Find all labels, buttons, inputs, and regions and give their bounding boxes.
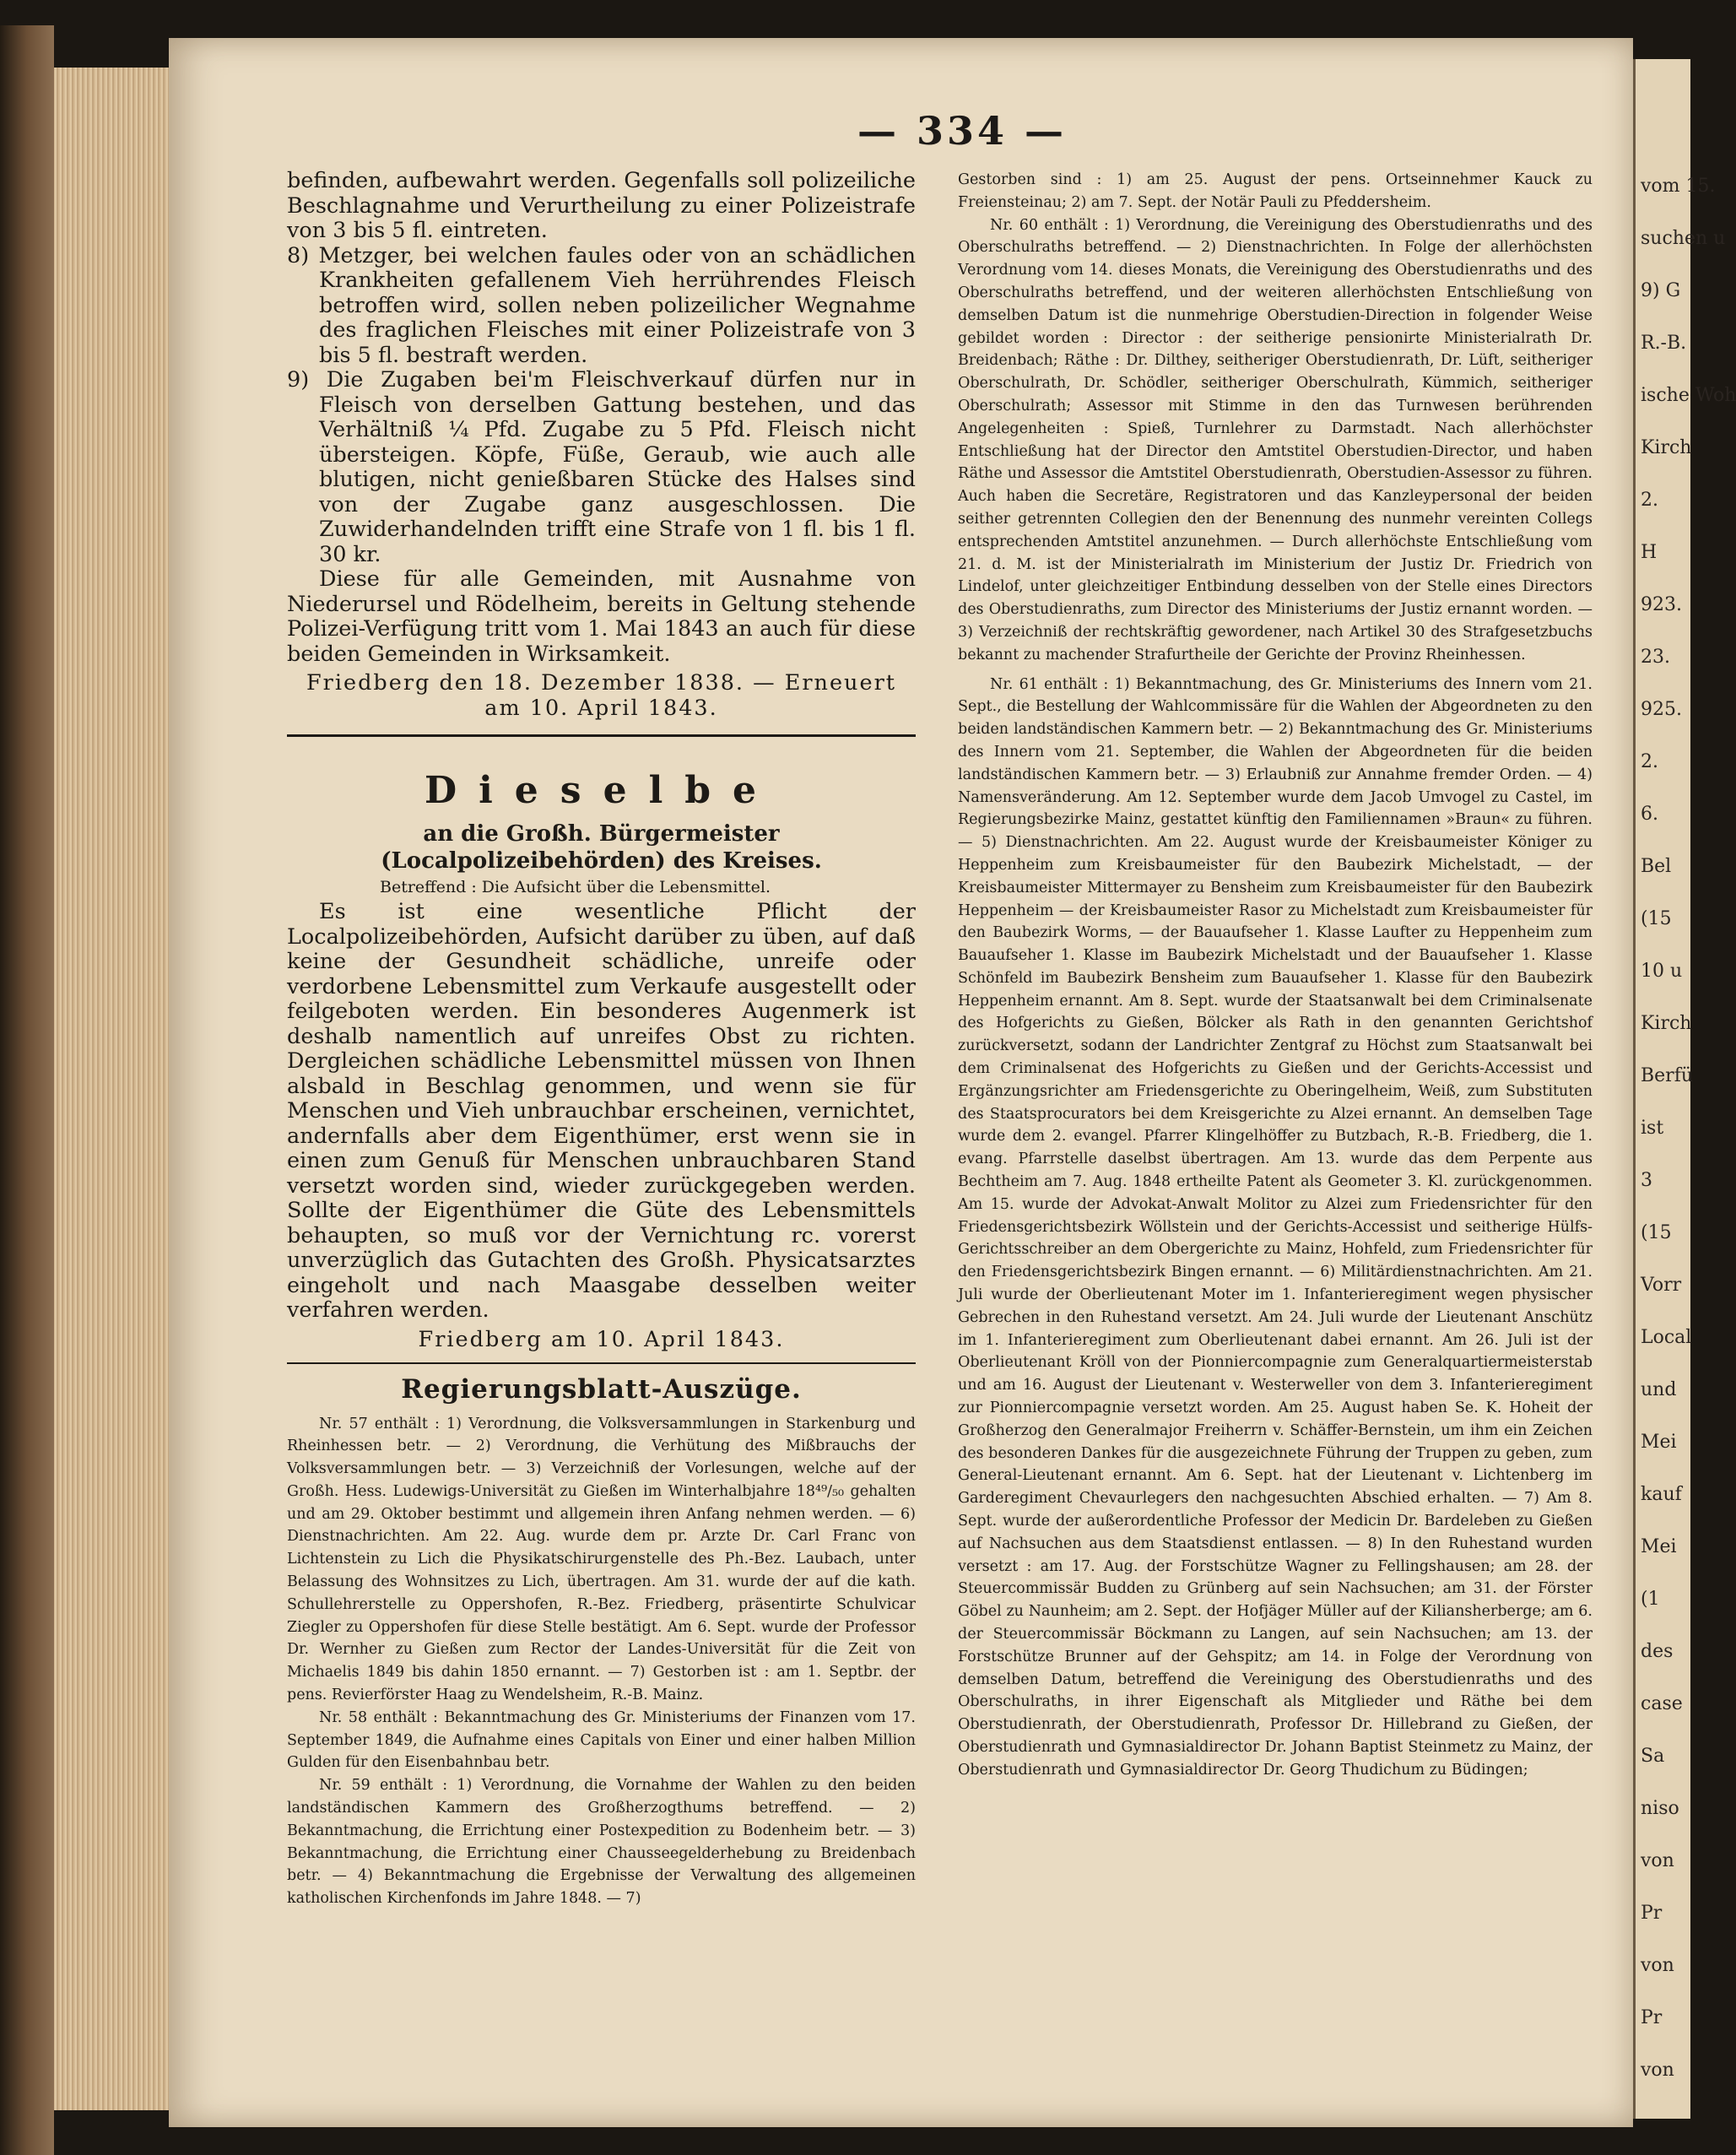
adjacent-page-fragment: Vorr xyxy=(1641,1275,1682,1296)
adjacent-page-fragment: suchen u xyxy=(1641,228,1726,249)
adjacent-page-fragment: von xyxy=(1641,1850,1674,1871)
adjacent-page-fragment: und xyxy=(1641,1379,1677,1400)
adjacent-page-fragment: 925. xyxy=(1641,699,1682,720)
list-item: 8) Metzger, bei welchen faules oder von an schädlichen Krankheiten gefallenem Vieh herrührendes Fleisch betroffen wird, sollen neben polizeilicher Wegnahme des fraglichen Fleisches mit einer Polizeistrafe von 3 bis 5 fl. bestraft werden. xyxy=(287,242,916,368)
adjacent-page-fragment: Local xyxy=(1641,1327,1692,1348)
adjacent-page-fragment: ische Woh xyxy=(1641,385,1736,406)
right-column xyxy=(958,169,1593,1782)
adjacent-page-fragment: Berfü xyxy=(1641,1065,1694,1086)
excerpt-paragraph: Nr. 58 enthält : Bekanntmachung des Gr. Ministeriums der Finanzen vom 17. September 1849, die Aufnahme eines Capitals von Einer und einer halben Million Gulden für den Eisenbahnbau betr. xyxy=(287,1708,916,1772)
adjacent-page-fragment: ist xyxy=(1641,1118,1664,1139)
adjacent-page-fragment: Mei xyxy=(1641,1432,1677,1453)
adjacent-page-fragment: Kirch xyxy=(1641,437,1692,458)
adjacent-page-fragment: 923. xyxy=(1641,594,1682,615)
paragraph: Es ist eine wesentliche Pflicht der Localpolizeibehörden, Aufsicht darüber zu üben, auf daß keine der Gesundheit schädliche, unreife oder verdorbene Lebensmittel zum Verkaufe ausgestellt oder feilgeboten werden. Ein besonderes Augenmerk ist deshalb namentlich auf unreifes Obst zu richten. Dergleichen schädliche Lebensmittel müssen von Ihnen alsbald in Beschlag genommen, und wenn sie für Menschen und Vieh unbrauchbar erscheinen, vernichtet, andernfalls aber dem Eigenthümer, erst wenn sie in einen zum Genuß für Menschen unbrauchbaren Stand versetzt worden sind, wieder zurückgegeben werden. Sollte der Eigenthümer die Güte des Lebensmittels behaupten, so muß vor der Vernichtung rc. vorerst unverzüglich das Gutachten des Großh. Physicatsarztes eingeholt und nach Maasgabe desselben weiter verfahren werden. xyxy=(287,899,916,1323)
adjacent-page-fragment: Kirch xyxy=(1641,1013,1692,1034)
adjacent-page-fragment: 6. xyxy=(1641,804,1658,825)
adjacent-page-fragment: (1 xyxy=(1641,1589,1660,1610)
adjacent-page-fragment: 2. xyxy=(1641,751,1658,772)
adjacent-page-fragment: case xyxy=(1641,1693,1683,1714)
paragraph: befinden, aufbewahrt werden. Gegenfalls soll polizeiliche Beschlagnahme und Verurtheilung zu einer Polizeistrafe von 3 bis 5 fl. eintreten. xyxy=(287,168,916,243)
signature-line: Friedberg den 18. Dezember 1838. — Erneuert am 10. April 1843. xyxy=(306,670,897,721)
subject-line: Betreffend : Die Aufsicht über die Lebensmittel. xyxy=(380,878,771,896)
adjacent-page-fragment: vom 15. xyxy=(1641,176,1716,197)
adjacent-page-fragment: R.-B. xyxy=(1641,333,1687,354)
excerpt-paragraph: Nr. 59 enthält : 1) Verordnung, die Vornahme der Wahlen zu den beiden landständischen Kammern des Großherzogthums betreffend. — 2) Bekanntmachung, die Errichtung einer Postexpedition zu Bodenheim betr. — 3) Bekanntmachung, die Errichtung einer Chausseegelderhebung zu Breidenbach betr. — 4) Bekanntmachung die Ergebnisse der Verwaltung des allgemeinen katholischen Kirchenfonds im Jahre 1848. — 7) xyxy=(287,1777,916,1908)
adjacent-page xyxy=(1633,59,1736,2119)
adjacent-page-fragment: H xyxy=(1641,542,1658,563)
adjacent-page-fragment: niso xyxy=(1641,1798,1679,1819)
adjacent-page-fragment: von xyxy=(1641,1955,1674,1976)
section-subtitle: an die Großh. Bürgermeister (Localpolizeibehörden) des Kreises. xyxy=(381,821,822,874)
section-title: Dieselbe xyxy=(424,769,779,812)
excerpts-title: Regierungsblatt-Auszüge. xyxy=(401,1373,802,1405)
adjacent-page-fragment: 3 xyxy=(1641,1170,1652,1191)
left-column xyxy=(287,169,916,1910)
adjacent-page-fragment: des xyxy=(1641,1641,1674,1662)
excerpt-paragraph: Gestorben sind : 1) am 25. August der pens. Ortseinnehmer Kauck zu Freiensteinau; 2) am 7. Sept. der Notär Pauli zu Pfeddersheim. xyxy=(958,171,1593,211)
excerpt-paragraph: Nr. 61 enthält : 1) Bekanntmachung, des Gr. Ministeriums des Innern vom 21. Sept., die Bestellung der Wahlcommissäre für die Wahlen der Abgeordneten zu den beiden landständischen Kammern betr. — 2) Bekanntmachung des Gr. Ministeriums des Innern vom 21. September, die Wahlen der Abgeordneten für die beiden landständischen Kammern betr. — 3) Erlaubniß zur Annahme fremder Orden. — 4) Namensveränderung. Am 12. September wurde dem Jacob Umvogel zu Castel, im Regierungsbezirke Mainz, gestattet künftig den Familiennamen »Braun« zu führen. — 5) Dienstnachrichten. Am 22. August wurde der Kreisbaumeister Königer zu Heppenheim zum Kreisbaumeister für den Baubezirk Michelstadt, — der Kreisbaumeister Mittermayer zu Bensheim zum Kreisbaumeister für den Baubezirk Heppenheim — der Kreisbaumeister Rasor zu Michelstadt zum Kreisbaumeister für den Baubezirk Worms, — der Bauaufseher 1. Klasse Laufter zu Heppenheim zum Bauaufseher 1. Klasse im Baubezirk Michelstadt und der Bauaufseher 1. Klasse Schönfeld im Baubezirk Bensheim zum Bauaufseher 1. Klasse für den Baubezirk Heppenheim ernannt. Am 8. Sept. wurde der Staatsanwalt bei dem Criminalsenate des Hofgerichts zu Gießen, Bölcker als Rath in den genannten Gerichtshof zurückversetzt, sodann der Landrichter Zentgraf zu Höchst zum Staatsanwalt bei dem Criminalsenat des Hofgerichts zu Gießen und der Gerichts-Accessist und Ergänzungsrichter am Friedensgerichte zu Oberingelheim, Weiß, zum Substituten des Staatsprocurators bei dem Kreisgerichte zu Alzei ernannt. An demselben Tage wurde dem 2. evangel. Pfarrer Klingelhöffer zu Butzbach, R.-B. Friedberg, die 1. evang. Pfarrstelle daselbst übertragen. Am 13. wurde das dem Perpente aus Bechtheim am 7. Aug. 1848 ertheilte Patent als Geometer 3. Kl. zurückgenommen. Am 15. wurde der Advokat-Anwalt Molitor zu Alzei zum Friedensrichter für den Friedensgerichtsbezirk Wöllstein und der Gerichts-Accessist und seitherige Hülfs-Gerichtsschreiber an dem Obergerichte zu Mainz, Hohfeld, zum Friedensrichter für den Friedensgerichtsbezirk Bingen ernannt. — 6) Militärdienstnachrichten. Am 21. Juli wurde der Oberlieutenant Moter im 1. Infanterieregiment wegen physischer Gebrechen in den Ruhestand versetzt. Am 24. Juli wurde der Lieutenant Anschütz im 1. Infanterieregiment zum Oberlieutenant dabei ernannt. Am 26. Juli ist der Oberlieutenant Kröll von der Pionniercompagnie zum Generalquartiermeisterstab und am 16. August der Lieutenant v. Westerweller von dem 3. Infanterieregiment zur Pionniercompagnie versetzt worden. Am 25. August haben Se. K. Hoheit der Großherzog den Generalmajor Freiherrn v. Schäffer-Bernstein, um ihm ein Zeichen des besonderen Dankes für die ausgezeichnete Führung der Truppen zu geben, zum General-Lieutenant ernannt. Am 6. Sept. hat der Lieutenant v. Lichtenberg im Garderegiment Chevaurlegers den nachgesuchten Abschied erhalten. — 7) Am 8. Sept. wurde der außerordentliche Professor der Medicin Dr. Bardeleben zu Gießen auf Nachsuchen aus dem Staatsdienst entlassen. — 8) In den Ruhestand wurden versetzt : am 17. Aug. der Forstschütze Wagner zu Fellingshausen; am 28. der Steuercommissär Budden zu Grünberg auf sein Nachsuchen; am 31. der Förster Göbel zu Naunheim; am 2. Sept. der Hofjäger Müller auf der Kiliansherberge; am 6. der Steuercommissär Böckmann zu Langen, auf sein Nachsuchen; am 13. der Forstschütze Brunner auf der Gehspitz; am 14. in Folge der Verordnung von demselben Datum, betreffend die Vereinigung des Oberstudienraths und des Oberschulraths, in ihrer Eigenschaft als Mitglieder und Räthe bei dem Oberstudienrath, der Oberstudienrath, Professor Dr. Hillebrand zu Gießen, der Oberstudienrath und Gymnasialdirector Dr. Johann Baptist Steinmetz zu Mainz, der Oberstudienrath und Gymnasialdirector Dr. Georg Thudichum zu Büdingen; xyxy=(958,675,1593,1779)
adjacent-page-fragment: Pr xyxy=(1641,1903,1663,1924)
excerpt-paragraph: Nr. 57 enthält : 1) Verordnung, die Volksversammlungen in Starkenburg und Rheinhessen betr. — 2) Verordnung, die Verhütung des Mißbrauchs der Volksversammlungen betr. — 3) Verzeichniß der Vorlesungen, welche auf der Großh. Hess. Ludewigs-Universität zu Gießen im Winterhalbjahre 18⁴⁹/₅₀ gehalten und am 29. Oktober bestimmt und allgemein ihren Anfang nehmen werden. — 6) Dienstnachrichten. Am 22. Aug. wurde dem pr. Arzte Dr. Carl Franc von Lichtenstein zu Lich die Physikatschirurgenstelle des Ph.-Bez. Laubach, unter Belassung des Wohnsitzes zu Lich, übertragen. Am 31. wurde der auf die kath. Schullehrerstelle zu Oppershofen, R.-Bez. Friedberg, präsentirte Schulvicar Ziegler zu Oppershofen für diese Stelle bestätigt. Am 6. Sept. wurde der Professor Dr. Wernher zu Gießen zum Rector der Landes-Universität für die Zeit von Michaelis 1849 bis dahin 1850 ernannt. — 7) Gestorben ist : am 1. Septbr. der pens. Revierförster Haag zu Wendelsheim, R.-B. Mainz. xyxy=(287,1415,916,1704)
adjacent-page-fragment: 2. xyxy=(1641,490,1658,511)
signature-line: Friedberg am 10. April 1843. xyxy=(418,1326,785,1352)
adjacent-page-fragment: 10 u xyxy=(1641,961,1683,982)
paragraph: Diese für alle Gemeinden, mit Ausnahme von Niederursel und Rödelheim, bereits in Geltung stehende Polizei-Verfügung tritt vom 1. Mai 1843 an auch für diese beiden Gemeinden in Wirksamkeit. xyxy=(287,566,916,667)
adjacent-page-fragment: Bel xyxy=(1641,856,1672,877)
section-divider xyxy=(287,1362,916,1364)
adjacent-page-fragment: kauf xyxy=(1641,1484,1682,1505)
faded-bleedthrough xyxy=(287,749,916,764)
adjacent-page-fragment: Sa xyxy=(1641,1746,1665,1767)
page-number: — 334 — xyxy=(857,108,1068,154)
page-stack-edge xyxy=(54,68,181,2110)
adjacent-page-fragment: Pr xyxy=(1641,2007,1663,2028)
adjacent-page-fragment: (15 xyxy=(1641,908,1672,929)
book-spine-edge xyxy=(0,25,54,2155)
adjacent-page-fragment: 23. xyxy=(1641,647,1670,668)
adjacent-page-fragment: 9) G xyxy=(1641,280,1681,301)
list-item: 9) Die Zugaben bei'm Fleischverkauf dürfen nur in Fleisch von derselben Gattung bestehen, und das Verhältniß ¼ Pfd. Zugabe zu 5 Pfd. Fleisch nicht übersteigen. Köpfe, Füße, Geraub, wie auch alle blutigen, nicht genießbaren Stücke des Halses sind von der Zugabe ganz ausgeschlossen. Die Zuwiderhandelnden trifft eine Strafe von 1 fl. bis 1 fl. 30 kr. xyxy=(287,367,916,567)
section-divider xyxy=(287,734,916,737)
adjacent-page-fragment: (15 xyxy=(1641,1222,1672,1243)
adjacent-page-fragment: Mei xyxy=(1641,1536,1677,1557)
excerpt-paragraph: Nr. 60 enthält : 1) Verordnung, die Vereinigung des Oberstudienraths und des Oberschulraths betreffend. — 2) Dienstnachrichten. In Folge der allerhöchsten Verordnung vom 14. dieses Monats, die Vereinigung des Oberstudienraths und des Oberschulraths betreffend, und der weiteren allerhöchsten Entschließung von demselben Datum ist die nunmehrige Oberstudien-Direction in folgender Weise gebildet worden : Director : der seitherige pensionirte Ministerialrath Dr. Breidenbach; Räthe : Dr. Dilthey, seitheriger Oberstudienrath, Dr. Lüft, seitheriger Oberschulrath, Dr. Schödler, seitheriger Oberschulrath, Kümmich, seitheriger Oberschulrath; Assessor mit Stimme in den das Turnwesen berührenden Angelegenheiten : Spieß, Turnlehrer zu Darmstadt. Nach allerhöchster Entschließung hat der Director den Amtstitel Oberstudien-Director, und haben Räthe und Assessor die Amtstitel Oberstudienrath, Oberstudien-Assessor zu führen. Auch haben die Secretäre, Registratoren und das Kanzleypersonal der beiden seither getrennten Collegien den der Benennung des nunmehr vereinten Collegs entsprechenden Amtstitel anzunehmen. — Durch allerhöchste Entschließung vom 21. d. M. ist der Ministerialrath im Ministerium der Justiz Dr. Friedrich von Lindelof, unter gleichzeitiger Entbindung desselben von der Stelle eines Directors des Oberstudienraths, zum Director des Ministeriums der Justiz ernannt worden. — 3) Verzeichniß der rechtskräftig gewordener, nach Artikel 30 des Strafgesetzbuchs bekannt zu machender Strafurtheile der Gerichte der Provinz Rheinhessen. xyxy=(958,216,1593,663)
adjacent-page-fragment: von xyxy=(1641,2060,1674,2081)
